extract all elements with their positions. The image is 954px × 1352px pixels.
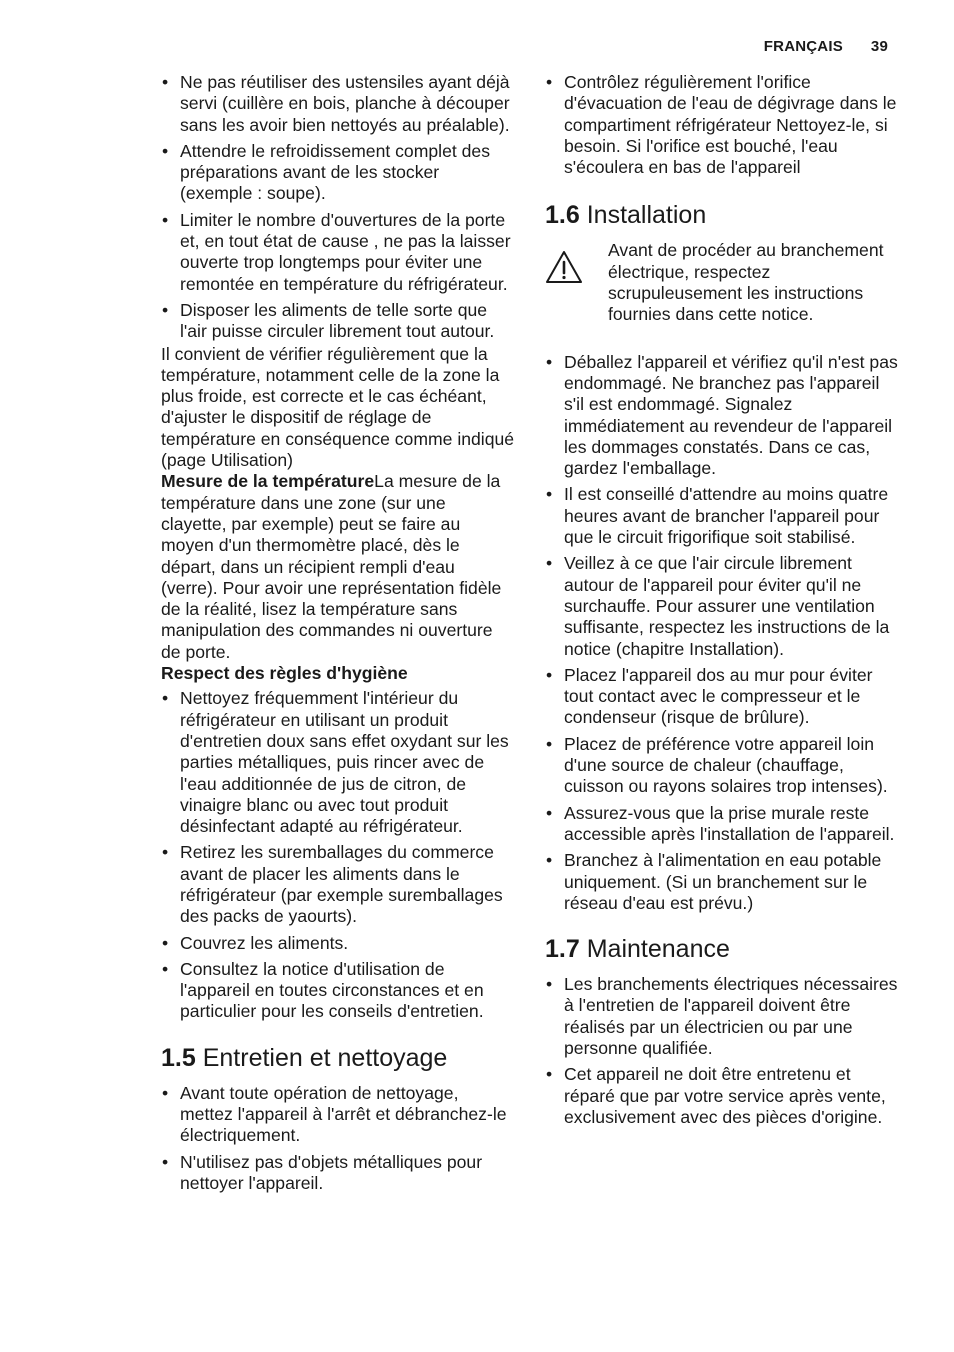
measure-text: La mesure de la température dans une zone (sur une clayette, par exemple) peut se faire au moyen d'un thermomètre placé, dès le départ, dans un récipient rempli d'eau (verre). Pour avoir une représentation fidèle de la réalité, lisez la température sans manipulation des commandes ni ouverture de porte. xyxy=(161,471,502,662)
subheading-measure: Mesure de la température xyxy=(161,471,375,492)
list-item: • Consultez la notice d'utilisation de l'appareil en toutes circonstances et en particulier pour les conseils d'entretien. xyxy=(161,959,516,1023)
list-item: • Placez l'appareil dos au mur pour éviter tout contact avec le compresseur et le condenseur (risque de brûlure). xyxy=(545,665,900,729)
bullet-list xyxy=(161,688,516,1022)
list-item: • N'utilisez pas d'objets métalliques pour nettoyer l'appareil. xyxy=(161,1152,516,1195)
bullet-list xyxy=(545,352,900,914)
page-number: 39 xyxy=(870,38,888,55)
list-item: • Couvrez les aliments. xyxy=(161,933,516,954)
right-column xyxy=(545,72,900,1133)
list-item: • Déballez l'appareil et vérifiez qu'il n'est pas endommagé. Ne branchez pas l'appareil s'il est endommagé. Signalez immédiatement au revendeur de l'appareil les dommages constatés. Dans ce cas, gardez l'emballage. xyxy=(545,352,900,480)
warning-text: Avant de procéder au branchement électrique, respectez scrupuleusement les instructions fournies dans cette notice. xyxy=(608,240,884,325)
list-item: • Limiter le nombre d'ouvertures de la porte et, en tout état de cause , ne pas la laisser ouverte trop longtemps pour éviter une remontée en température du réfrigérateur. xyxy=(161,210,516,295)
list-item: • Les branchements électriques nécessaires à l'entretien de l'appareil doivent être réalisés par un électricien ou par une personne qualifiée. xyxy=(545,974,900,1059)
subheading-hygiene: Respect des règles d'hygiène xyxy=(161,663,408,684)
section-number: 1.6 xyxy=(545,201,580,230)
list-item: • Cet appareil ne doit être entretenu et réparé que par votre service après vente, exclusivement avec des pièces d'origine. xyxy=(545,1064,900,1128)
warning-triangle-icon xyxy=(545,250,585,325)
list-item: • Placez de préférence votre appareil loin d'une source de chaleur (chauffage, cuisson ou rayons solaires trop intenses). xyxy=(545,734,900,798)
bullet-list xyxy=(161,1083,516,1194)
list-item: • Contrôlez régulièrement l'orifice d'évacuation de l'eau de dégivrage dans le compartiment réfrigérateur Nettoyez-le, si besoin. Si l'orifice est bouché, l'eau s'écoulera en bas de l'appareil xyxy=(545,72,900,178)
list-item: • Avant toute opération de nettoyage, mettez l'appareil à l'arrêt et débranchez-le électriquement. xyxy=(161,1083,516,1147)
list-item: • Retirez les suremballages du commerce avant de placer les aliments dans le réfrigérateur (par exemple suremballages des packs de yaourts). xyxy=(161,842,516,927)
list-item: • Il est conseillé d'attendre au moins quatre heures avant de brancher l'appareil pour que le circuit frigorifique soit stabilisé. xyxy=(545,484,900,548)
paragraph-temperature-check: Il convient de vérifier régulièrement que la température, notamment celle de la zone la plus froide, est correcte et le cas échéant, d'ajuster le dispositif de réglage de température en conséquence comme indiqué (page Utilisation) xyxy=(161,343,515,471)
section-title: Installation xyxy=(586,201,707,230)
bullet-list xyxy=(161,72,516,343)
section-number: 1.7 xyxy=(545,935,580,964)
language-label: FRANÇAIS xyxy=(763,38,843,55)
section-title: Maintenance xyxy=(586,935,730,964)
section-heading-1-5 xyxy=(161,1043,516,1073)
list-item: • Nettoyez fréquemment l'intérieur du réfrigérateur en utilisant un produit d'entretien doux sans effet oxydant sur les parties métalliques, puis rincer avec de l'eau additionnée de jus de citron, de vinaigre blanc ou avec tout produit désinfectant adapté au réfrigérateur. xyxy=(161,688,516,837)
warning-box xyxy=(545,240,900,325)
left-column xyxy=(161,72,516,1199)
section-number: 1.5 xyxy=(161,1043,196,1072)
paragraph-measure xyxy=(161,471,516,663)
section-title: Entretien et nettoyage xyxy=(202,1043,448,1072)
list-item: • Branchez à l'alimentation en eau potable uniquement. (Si un branchement sur le réseau d'eau est prévu.) xyxy=(545,850,900,914)
list-item: • Ne pas réutiliser des ustensiles ayant déjà servi (cuillère en bois, planche à découper sans les avoir bien nettoyés au préalable). xyxy=(161,72,516,136)
section-heading-1-7 xyxy=(545,934,900,964)
list-item: • Attendre le refroidissement complet des préparations avant de les stocker (exemple : soupe). xyxy=(161,141,516,205)
page-header xyxy=(764,38,888,55)
bullet-list xyxy=(545,974,900,1128)
section-heading-1-6 xyxy=(545,200,900,230)
list-item: • Assurez-vous que la prise murale reste accessible après l'installation de l'appareil. xyxy=(545,803,900,846)
list-item: • Veillez à ce que l'air circule librement autour de l'appareil pour éviter qu'il ne surchauffe. Pour assurer une ventilation suffisante, respectez les instructions de la notice (chapitre Installation). xyxy=(545,553,900,659)
list-item: • Disposer les aliments de telle sorte que l'air puisse circuler librement tout autour. xyxy=(161,300,516,343)
bullet-list xyxy=(545,72,900,178)
